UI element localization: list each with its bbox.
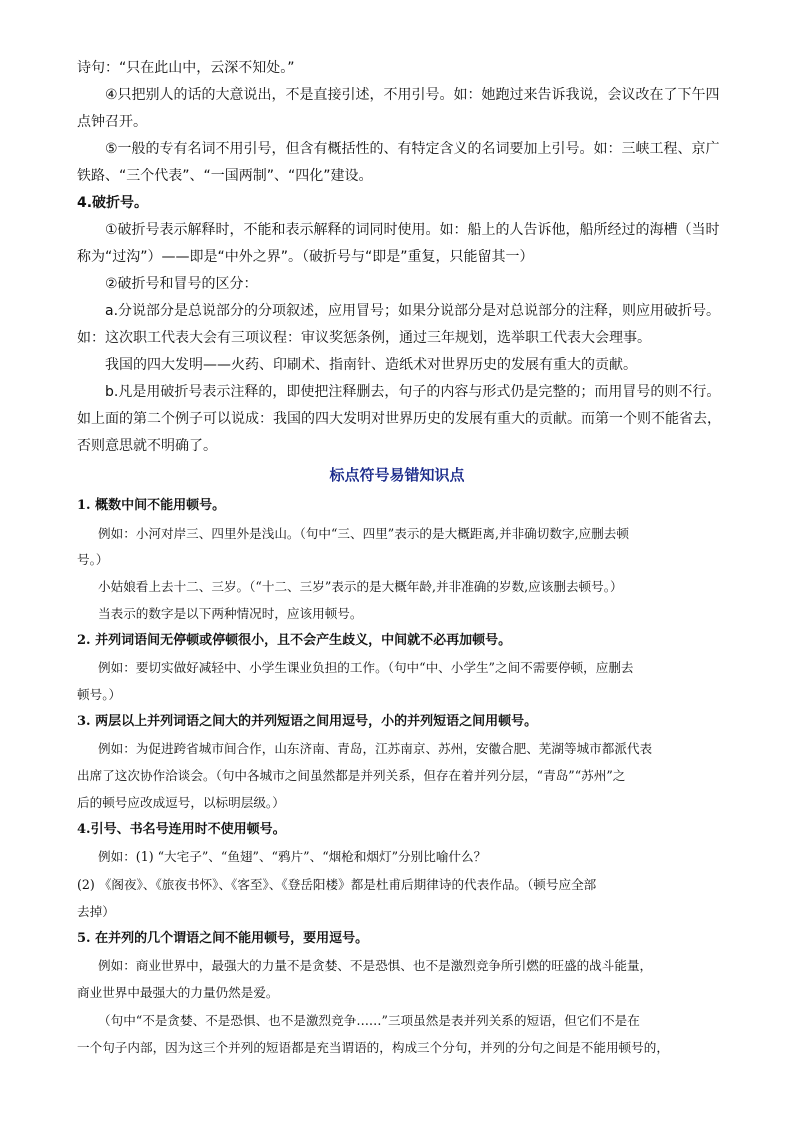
text-line: 号。） [77, 552, 109, 567]
text-line: （句中“不是贪婪、不是恐惧、也不是激烈竞争……”三项虽然是表并列关系的短语，但它们不是在 [98, 1013, 640, 1028]
text-line: 如：这次职工代表大会有三项议程：审议奖惩条例，通过三年规划，选举职工代表大会理事。 [77, 330, 651, 346]
text-line: 例如：(1) “大宅子”、“鱼翅”、“鸦片”、“烟枪和烟灯”分别比喻什么？ [98, 849, 487, 864]
text-line: (2) 《阁夜》、《旅夜书怀》、《客至》、《登岳阳楼》都是杜甫后期律诗的代表作品。（顿号应全部 [77, 877, 597, 892]
rule-heading: 2. 并列词语间无停顿或停顿很小，且不会产生歧义，中间就不必再加顿号。 [77, 633, 512, 648]
rule-heading: 3. 两层以上并列词语之间大的并列短语之间用逗号，小的并列短语之间用顿号。 [77, 714, 538, 729]
text-line: 诗句：“只在此山中，云深不知处。” [77, 60, 295, 76]
text-line: 点钟召开。 [77, 114, 147, 130]
text-line: 小姑娘看上去十二、三岁。（“十二、三岁”表示的是大概年龄,并非准确的岁数,应该删去顿号。） [98, 579, 623, 594]
text-line: 否则意思就不明确了。 [77, 438, 217, 454]
text-line: ②破折号和冒号的区分： [105, 276, 258, 292]
text-line: 铁路、“三个代表”、“一国两制”、“四化”建设。 [77, 168, 373, 184]
text-line: 出席了这次协作洽谈会。（句中各城市之间虽然都是并列关系，但存在着并列分层，“青岛”“苏州”之 [77, 768, 626, 783]
text-line: ④只把别人的话的大意说出，不是直接引述，不用引号。如：她跑过来告诉我说，会议改在了下午四 [105, 87, 720, 103]
text-line: ⑤一般的专有名词不用引号，但含有概括性的、有特定含义的名词要加上引号。如：三峡工程、京广 [105, 141, 720, 157]
section-title: 标点符号易错知识点 [329, 466, 465, 484]
text-line: 例如：商业世界中，最强大的力量不是贪婪、不是恐惧、也不是激烈竞争所引燃的旺盛的战斗能量， [98, 958, 653, 973]
text-line: 去掉） [77, 904, 115, 919]
text-line: 如上面的第二个例子可以说成：我国的四大发明对世界历史的发展有重大的贡献。而第一个则不能省去， [77, 411, 721, 427]
text-line: 当表示的数字是以下两种情况时，应该用顿号。 [98, 606, 363, 621]
rule-heading: 1. 概数中间不能用顿号。 [77, 498, 226, 513]
text-line: 例如：为促进跨省城市间合作，山东济南、青岛，江苏南京、苏州，安徽合肥、芜湖等城市都派代表 [98, 741, 653, 756]
rule-heading: 4.引号、书名号连用时不使用顿号。 [77, 822, 286, 837]
text-line: 商业世界中最强大的力量仍然是爱。 [77, 985, 279, 1000]
text-line: 顿号。） [77, 687, 122, 702]
text-line: 例如：小河对岸三、四里外是浅山。（句中“三、四里”表示的是大概距离,并非确切数字,应删去顿 [98, 526, 629, 541]
text-line: 我国的四大发明——火药、印刷术、指南针、造纸术对世界历史的发展有重大的贡献。 [105, 357, 637, 373]
text-line: 称为“过沟”）——即是“中外之界”。（破折号与“即是”重复，只能留其一） [77, 249, 534, 265]
text-line: b.凡是用破折号表示注释的，即使把注释删去，句子的内容与形式仍是完整的；而用冒号的则不行。 [105, 384, 721, 400]
text-line: 后的顿号应改成逗号，以标明层级。） [77, 795, 285, 810]
text-line: ①破折号表示解释时，不能和表示解释的词同时使用。如：船上的人告诉他，船所经过的海槽（当时 [105, 222, 720, 238]
rule-heading: 5. 在并列的几个谓语之间不能用顿号，要用逗号。 [77, 931, 369, 946]
section-heading: 4.破折号。 [77, 195, 149, 211]
text-line: 例如：要切实做好减轻中、小学生课业负担的工作。（句中“中、小学生”之间不需要停顿，应删去 [98, 660, 634, 675]
text-line: 一个句子内部，因为这三个并列的短语都是充当谓语的，构成三个分句，并列的分句之间是不能用顿号的， [77, 1040, 669, 1055]
text-line: a.分说部分是总说部分的分项叙述，应用冒号；如果分说部分是对总说部分的注释，则应用破折号。 [105, 303, 721, 319]
